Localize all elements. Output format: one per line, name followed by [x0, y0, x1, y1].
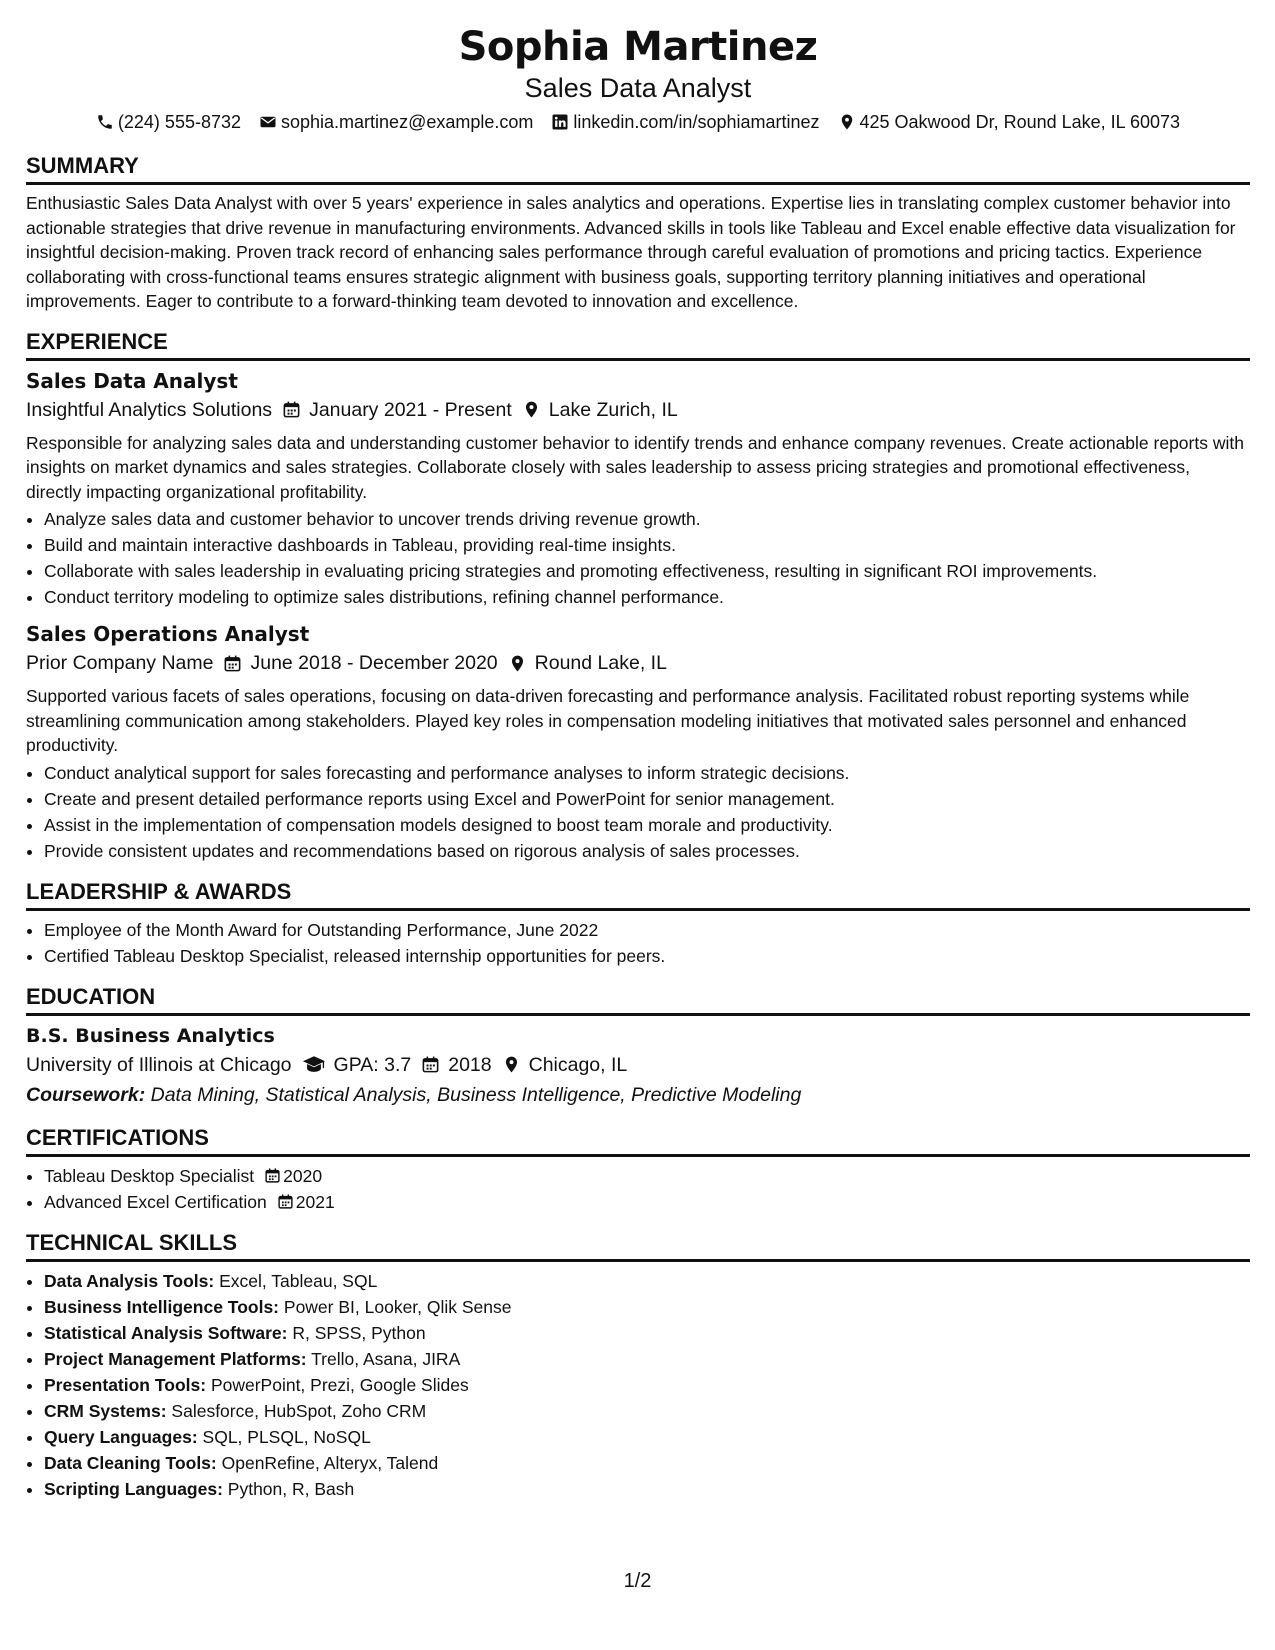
job-entry [26, 367, 1250, 611]
list-item: • Create and present detailed performance reports using Excel and PowerPoint for senior management. [44, 786, 1250, 812]
list-item [44, 1450, 1250, 1476]
contact-linkedin[interactable] [551, 110, 819, 134]
skill-label: Data Analysis Tools: [44, 1270, 215, 1291]
list-item: • Build and maintain interactive dashboards in Tableau, providing real-time insights. [44, 532, 1250, 558]
envelope-icon [259, 113, 277, 131]
experience-section [26, 328, 1250, 864]
graduation-cap-icon [302, 1055, 326, 1074]
job-location [508, 648, 667, 678]
job-location-text: Lake Zurich, IL [548, 398, 678, 421]
skill-value: Python, R, Bash [227, 1478, 355, 1499]
leadership-list [26, 917, 1250, 969]
skills-heading: TECHNICAL SKILLS [26, 1229, 1250, 1262]
summary-section [26, 152, 1250, 314]
skill-value: Trello, Asana, JIRA [311, 1348, 461, 1369]
job-location [522, 395, 678, 425]
skill-value: R, SPSS, Python [292, 1322, 426, 1343]
candidate-role: Sales Data Analyst [524, 73, 752, 103]
job-description: Supported various facets of sales operations, focusing on data-driven forecasting and performance analysis. Facilitated robust reporting systems while streamlining communication among stakeholders. Played key roles in compensation modeling initiatives that motivated sales personnel and enhanced productivity. [26, 686, 1190, 755]
job-title: Sales Data Analyst [26, 368, 238, 393]
skill-value: Salesforce, HubSpot, Zoho CRM [171, 1400, 427, 1421]
leadership-heading: LEADERSHIP & AWARDS [26, 878, 1250, 911]
skill-value: SQL, PLSQL, NoSQL [202, 1426, 371, 1447]
education-section [26, 983, 1250, 1110]
phone-text: (224) 555-8732 [117, 112, 241, 132]
leadership-section [26, 878, 1250, 969]
summary-text: Enthusiastic Sales Data Analyst with over 5 years' experience in sales analytics and operations. Expertise lies in translating complex customer behavior into actionable strategies that drive revenue in manufacturing environments. Advanced skills in tools like Tableau and Excel enable effective data visualization for insightful decision-making. Proven track record of enhancing sales performance through careful evaluation of promotions and pricing tactics. Experience collaborating with cross-functional teams ensures strategic alignment with business goals, supporting territory planning initiatives and operational improvements. Eager to contribute to a forward-thinking team devoted to innovation and excellence. [26, 193, 1236, 311]
job-title: Sales Operations Analyst [26, 622, 310, 646]
map-pin-icon [508, 654, 527, 673]
certifications-heading: CERTIFICATIONS [26, 1124, 1250, 1157]
list-item [44, 1424, 1250, 1450]
contact-address [838, 110, 1181, 134]
list-item [44, 1268, 1250, 1294]
skill-value: Power BI, Looker, Qlik Sense [283, 1296, 512, 1317]
education-heading: EDUCATION [26, 983, 1250, 1016]
phone-icon [96, 113, 114, 131]
skill-label: Presentation Tools: [44, 1374, 207, 1395]
contact-phone [96, 110, 241, 134]
map-pin-icon [522, 400, 541, 419]
job-company: Insightful Analytics Solutions [26, 398, 273, 421]
skills-section [26, 1229, 1250, 1502]
degree-title: B.S. Business Analytics [26, 1024, 275, 1047]
job-description: Responsible for analyzing sales data and understanding customer behavior to identify trends and enhance company revenues. Create actionable reports with insights on market dynamics and sales strategies. Collaborate closely with sales leadership to assess pricing strategies and promotional effectiveness, directly impacting organizational profitability. [26, 432, 1244, 502]
job-dates-text: January 2021 - Present [309, 398, 512, 421]
year-text: 2018 [448, 1053, 492, 1076]
job-meta [26, 648, 1250, 678]
job-bullets [26, 760, 1250, 864]
job-dates [223, 648, 497, 678]
job-dates [282, 395, 512, 425]
linkedin-text[interactable]: linkedin.com/in/sophiamartinez [573, 112, 820, 132]
list-item: • Collaborate with sales leadership in evaluating pricing strategies and promoting effectiveness, resulting in significant ROI improvements. [44, 558, 1250, 584]
coursework-label: Coursework: [26, 1083, 146, 1106]
resume-page [26, 22, 1250, 1502]
skill-label: Scripting Languages: [44, 1478, 223, 1499]
calendar-icon [282, 400, 301, 419]
skill-label: Business Intelligence Tools: [44, 1296, 280, 1317]
list-item [44, 1372, 1250, 1398]
gpa-text: GPA: 3.7 [333, 1053, 412, 1076]
candidate-name: Sophia Martinez [458, 24, 818, 70]
list-item: • Analyze sales data and customer behavior to uncover trends driving revenue growth. [44, 506, 1250, 532]
education-location [502, 1050, 628, 1080]
coursework [26, 1080, 1250, 1110]
skill-value: PowerPoint, Prezi, Google Slides [210, 1374, 469, 1395]
list-item: • Employee of the Month Award for Outstanding Performance, June 2022 [44, 917, 1250, 943]
job-company: Prior Company Name [26, 652, 214, 674]
job-meta [26, 395, 1250, 425]
cert-name: • Advanced Excel Certification [44, 1191, 267, 1212]
calendar-icon [277, 1193, 294, 1210]
list-item: • Provide consistent updates and recommendations based on rigorous analysis of sales processes. [44, 838, 1250, 864]
job-location-text: Round Lake, IL [534, 652, 667, 674]
linkedin-icon [551, 113, 569, 131]
skill-label: Data Cleaning Tools: [44, 1452, 217, 1473]
address-text: 425 Oakwood Dr, Round Lake, IL 60073 [859, 112, 1181, 132]
calendar-icon [421, 1055, 440, 1074]
job-dates-text: June 2018 - December 2020 [250, 652, 498, 674]
coursework-text: Data Mining, Statistical Analysis, Business Intelligence, Predictive Modeling [150, 1083, 802, 1106]
calendar-icon [223, 654, 242, 673]
education-year [421, 1050, 491, 1080]
education-gpa [302, 1050, 412, 1080]
map-pin-icon [502, 1055, 521, 1074]
email-text[interactable]: sophia.martinez@example.com [281, 112, 534, 132]
list-item [44, 1398, 1250, 1424]
cert-name: • Tableau Desktop Specialist [44, 1165, 255, 1186]
skills-list [26, 1268, 1250, 1502]
list-item: • Certified Tableau Desktop Specialist, released internship opportunities for peers. [44, 943, 1250, 969]
page-number: 1/2 [623, 1570, 652, 1592]
list-item: • Conduct analytical support for sales forecasting and performance analyses to inform strategic decisions. [44, 760, 1250, 786]
skill-label: Statistical Analysis Software: [44, 1322, 288, 1343]
list-item [44, 1476, 1250, 1502]
skill-label: Query Languages: [44, 1426, 198, 1447]
skill-label: CRM Systems: [44, 1400, 167, 1421]
cert-year: 2021 [295, 1191, 335, 1212]
school-name: University of Illinois at Chicago [26, 1053, 292, 1076]
skill-value: OpenRefine, Alteryx, Talend [221, 1452, 439, 1473]
summary-heading: SUMMARY [26, 152, 1250, 185]
experience-heading: EXPERIENCE [26, 328, 1250, 361]
contact-email[interactable] [259, 110, 533, 134]
list-item [44, 1189, 1250, 1215]
list-item: • Conduct territory modeling to optimize sales distributions, refining channel performance. [44, 584, 1250, 610]
job-bullets [26, 506, 1250, 610]
skill-value: Excel, Tableau, SQL [219, 1270, 378, 1291]
list-item [44, 1346, 1250, 1372]
certifications-section [26, 1124, 1250, 1215]
map-pin-icon [838, 113, 856, 131]
cert-year: 2020 [283, 1165, 323, 1186]
education-location-text: Chicago, IL [528, 1053, 628, 1076]
list-item [44, 1320, 1250, 1346]
calendar-icon [264, 1167, 281, 1184]
education-meta [26, 1050, 1250, 1080]
list-item [44, 1294, 1250, 1320]
list-item: • Assist in the implementation of compensation models designed to boost team morale and productivity. [44, 812, 1250, 838]
list-item [44, 1163, 1250, 1189]
contact-bar [26, 110, 1250, 134]
skill-label: Project Management Platforms: [44, 1348, 307, 1369]
job-entry [26, 620, 1250, 864]
certifications-list [26, 1163, 1250, 1215]
